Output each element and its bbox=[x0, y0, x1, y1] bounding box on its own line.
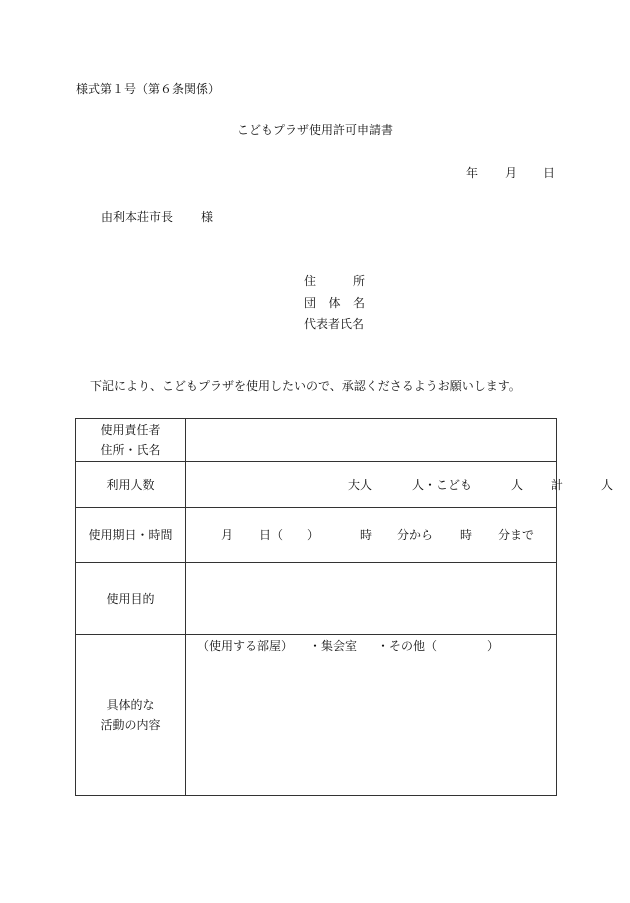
applicant-representative-label: 代表者氏名 bbox=[304, 317, 365, 331]
responsible-person-field[interactable] bbox=[186, 419, 557, 462]
table-row bbox=[76, 508, 557, 563]
form-number: 様式第１号（第６条関係） bbox=[76, 82, 221, 96]
table-row bbox=[76, 462, 557, 508]
date-year-label: 年 bbox=[466, 166, 479, 180]
usage-datetime-field[interactable]: 月 日（ ） 時 分から 時 分まで bbox=[186, 508, 557, 563]
addressee-name: 由利本荘市長 bbox=[101, 210, 174, 224]
user-count-label: 利用人数 bbox=[76, 462, 186, 508]
activity-details-field[interactable]: （使用する部屋） ・集会室 ・その他（ ） bbox=[186, 635, 557, 796]
application-table bbox=[75, 418, 614, 796]
usage-purpose-label: 使用目的 bbox=[76, 563, 186, 635]
responsible-person-label: 使用責任者 住所・氏名 bbox=[76, 419, 186, 462]
user-count-field[interactable]: 大人 人・こども 人 計 人 bbox=[186, 462, 557, 508]
rooms-label: （使用する部屋） bbox=[197, 639, 294, 653]
usage-purpose-field[interactable] bbox=[186, 563, 557, 635]
table-row bbox=[76, 563, 557, 635]
option-other[interactable]: ・その他（ bbox=[377, 639, 438, 653]
table-row bbox=[76, 419, 557, 462]
date-month-label: 月 bbox=[505, 166, 518, 180]
document-title: こどもプラザ使用許可申請書 bbox=[236, 123, 393, 137]
table-row bbox=[76, 635, 557, 796]
addressee-honorific: 様 bbox=[201, 210, 214, 224]
usage-datetime-label: 使用期日・時間 bbox=[76, 508, 186, 563]
date-day-label: 日 bbox=[543, 166, 556, 180]
activity-details-label: 具体的な 活動の内容 bbox=[76, 635, 186, 796]
option-meeting-room[interactable]: ・集会室 bbox=[309, 639, 358, 653]
applicant-group-label: 団 体 名 bbox=[304, 296, 365, 310]
request-text: 下記により、こどもプラザを使用したいので、承認くださるようお願いします。 bbox=[90, 379, 521, 393]
applicant-address-label: 住 所 bbox=[304, 274, 365, 288]
